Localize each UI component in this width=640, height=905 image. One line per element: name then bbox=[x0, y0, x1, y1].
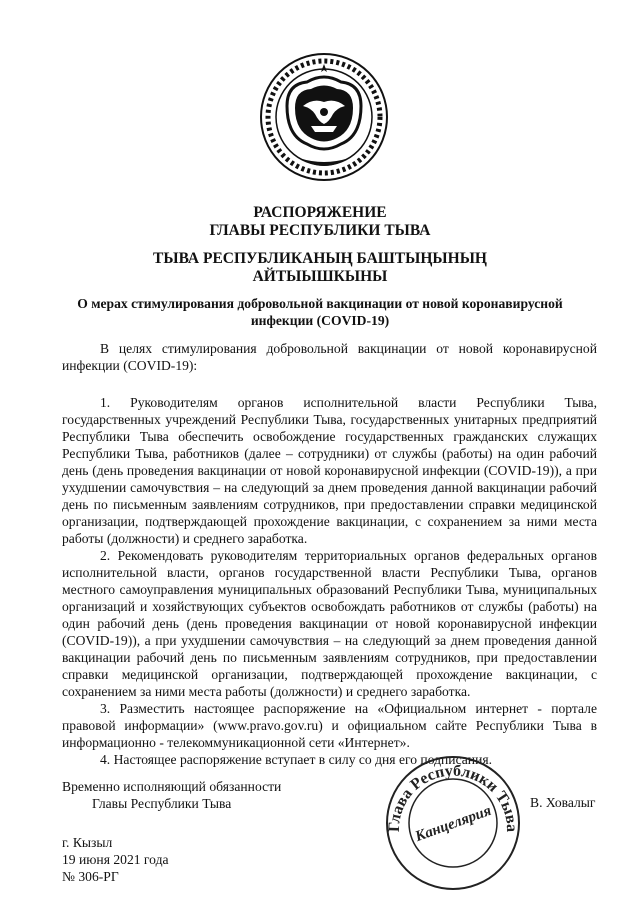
subject-line1: О мерах стимулирования добровольной вакцинации от новой коронавирусной bbox=[77, 296, 563, 311]
document-body bbox=[62, 340, 597, 768]
subject-line2: инфекции (COVID-19) bbox=[250, 313, 390, 328]
document-number: № 306-РГ bbox=[62, 869, 119, 884]
tuvan-title-line2: АЙТЫЫШКЫНЫ bbox=[252, 268, 388, 285]
intro-paragraph: В целях стимулирования добровольной вакцинации от новой коронавирусной инфекции (COVID-19): bbox=[62, 341, 597, 373]
stamp-center-text: Канцелярия bbox=[413, 802, 494, 846]
position-line2: Главы Республики Тыва bbox=[92, 796, 232, 811]
stamp-ring-text: Глава Республики Тыва bbox=[385, 762, 521, 833]
official-stamp bbox=[382, 752, 524, 894]
coat-of-arms-emblem bbox=[259, 46, 389, 188]
list-item: 3. Разместить настоящее распоряжение на «Официальном интернет - портале правовой информации» (www.pravo.gov.ru) и официальном сайте Республики Тыва в информационно - телекоммуникационной сети «Интернет». bbox=[62, 701, 597, 750]
position-line1: Временно исполняющий обязанности bbox=[62, 779, 282, 794]
issuer-title: ГЛАВЫ РЕСПУБЛИКИ ТЫВА bbox=[209, 222, 431, 239]
issue-date: 19 июня 2021 года bbox=[62, 852, 169, 867]
tuvan-title-line1: ТЫВА РЕСПУБЛИКАНЫҢ БАШТЫҢЫНЫҢ bbox=[153, 250, 487, 267]
document-footer bbox=[62, 834, 169, 885]
signatory-name: В. Ховалыг bbox=[530, 795, 596, 810]
issue-city: г. Кызыл bbox=[62, 835, 113, 850]
list-item: 4. Настоящее распоряжение вступает в силу со дня его подписания. bbox=[100, 752, 493, 767]
signatory-position bbox=[62, 778, 281, 812]
document-type-title: РАСПОРЯЖЕНИЕ bbox=[253, 204, 387, 221]
list-item: 2. Рекомендовать руководителям территориальных органов федеральных органов исполнительной власти, органов государственной власти Республики Тыва, органов местного самоуправления муниципальных образований Республики Тыва, муниципальных организаций и хозяйствующих субъектов освобождать работников от службы (работы) на один рабочий день (день проведения вакцинации от новой коронавирусной инфекции (COVID-19)), а при ухудшении самочувствия – на следующий за днем проведения данной вакцинации рабочий день по письменным заявлениям сотрудников, при предоставлении справки медицинской организации, подтверждающей прохождение вакцинации, с сохранением за ними места работы (должности) и среднего заработка. bbox=[62, 548, 597, 699]
list-item: 1. Руководителям органов исполнительной власти Республики Тыва, государственных учреждений Республики Тыва, государственных унитарных предприятий Республики Тыва обеспечить освобождение государственных гражданских служащих Республики Тыва, работников (далее – сотрудники) от службы (работы) на один рабочий день (день проведения вакцинации от новой коронавирусной инфекции (COVID-19)), а при ухудшении самочувствия – на следующий за днем проведения данной вакцинации рабочий день по письменным заявлениям сотрудников, при предоставлении справки медицинской организации, подтверждающей прохождение вакцинации, с сохранением за ними места работы (должности) и среднего заработка. bbox=[62, 395, 597, 546]
